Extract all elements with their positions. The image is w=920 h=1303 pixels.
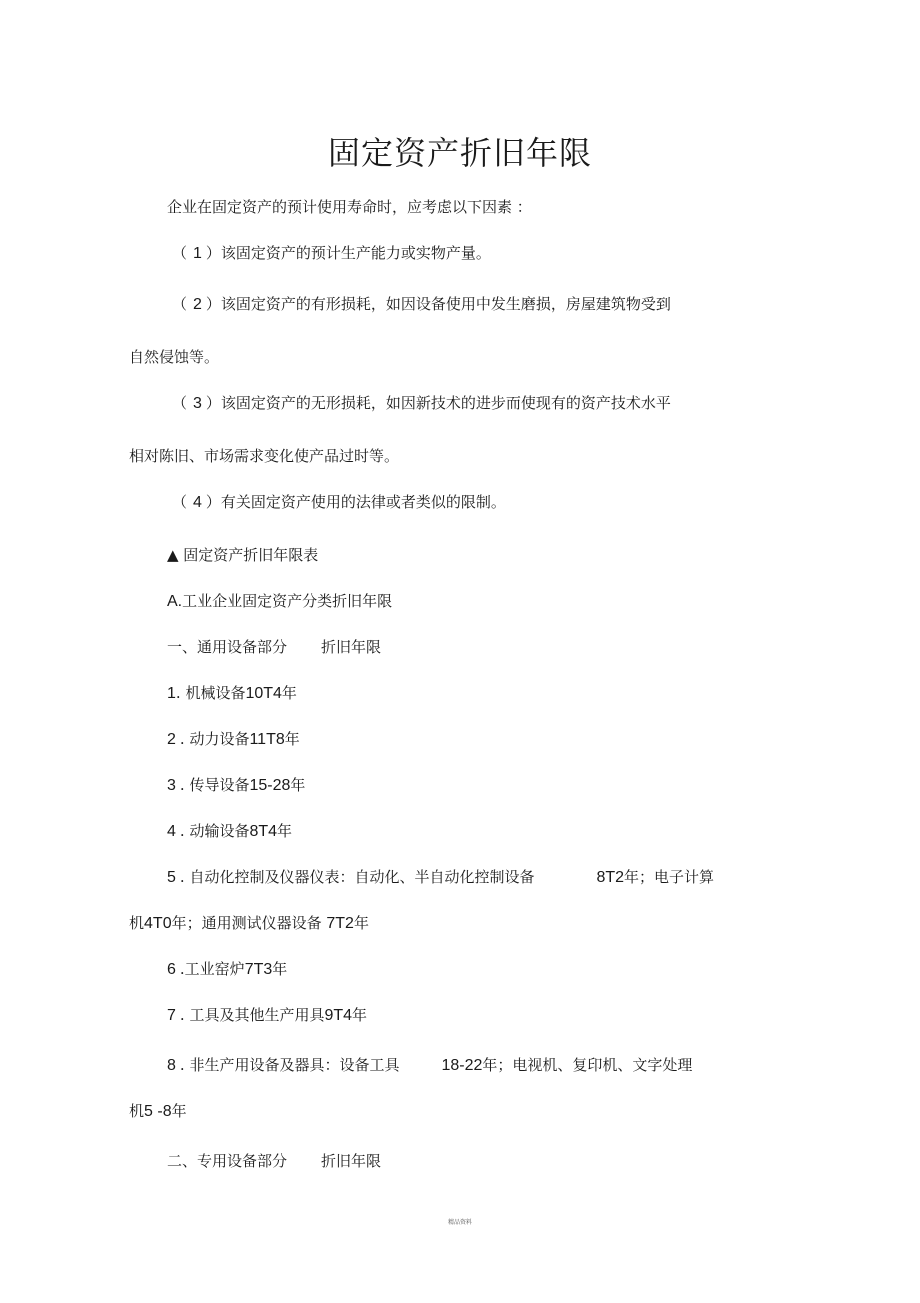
item-5-unit: 年；电子计算 — [624, 868, 715, 886]
item-5-label: . 自动化控制及仪器仪表：自动化、半自动化控制设备 — [179, 868, 535, 886]
part-1-label: 一、通用设备部分 — [167, 638, 288, 656]
item-3-value: 15-28 — [249, 777, 291, 794]
factor-1 — [172, 243, 491, 264]
item-5-cont-2: 年；通用测试仪器设备 — [171, 914, 327, 932]
part-2-label: 二、专用设备部分 — [167, 1152, 288, 1170]
factor-2-number: 2 — [193, 296, 202, 313]
part-2-column-label: 折旧年限 — [321, 1152, 382, 1170]
item-8-unit: 年；电视机、复印机、文字处理 — [482, 1056, 693, 1074]
item-6-number: 6 — [167, 961, 176, 978]
factor-3-number: 3 — [193, 395, 202, 412]
factor-4-text: ）有关固定资产使用的法律或者类似的限制。 — [205, 493, 506, 511]
factor-2-open: （ — [172, 295, 188, 313]
item-2-label: . 动力设备 — [179, 730, 250, 748]
page-footer: 精品资料 — [447, 1219, 472, 1226]
factor-3-open: （ — [172, 394, 188, 412]
item-1-label: . 机械设备 — [175, 684, 246, 702]
item-6-label: .工业窑炉 — [179, 960, 245, 978]
item-3-unit: 年 — [290, 776, 306, 794]
item-7-value: 9T4 — [324, 1007, 353, 1024]
item-8-value: 18-22 — [441, 1057, 483, 1074]
list-item — [167, 821, 292, 842]
item-8-number: 8 — [167, 1057, 176, 1074]
item-4-label: . 动输设备 — [179, 822, 250, 840]
factor-1-text: ）该固定资产的预计生产能力或实物产量。 — [205, 244, 491, 262]
list-item — [167, 1005, 367, 1026]
item-5-cont-1: 机 — [129, 914, 145, 932]
factor-4-number: 4 — [193, 494, 202, 511]
section-a-letter: A. — [167, 593, 183, 610]
item-5-cont-3: 年 — [353, 914, 369, 932]
item-1-value: 10T4 — [245, 685, 282, 702]
item-3-label: . 传导设备 — [179, 776, 250, 794]
item-8-cont-1: 机 — [129, 1102, 145, 1120]
list-item — [167, 867, 714, 888]
item-8-label: . 非生产用设备及器具：设备工具 — [179, 1056, 400, 1074]
item-5-cont-value-1: 4T0 — [144, 915, 172, 932]
factor-1-number: 1 — [193, 245, 202, 262]
factor-2 — [172, 294, 671, 315]
item-7-number: 7 — [167, 1007, 176, 1024]
factor-2-continuation: 自然侵蚀等。 — [129, 348, 220, 366]
factor-2-text: ）该固定资产的有形损耗，如因设备使用中发生磨损，房屋建筑物受到 — [205, 295, 671, 313]
part-1-heading — [167, 637, 381, 657]
factor-4 — [172, 492, 506, 513]
section-a-heading — [167, 591, 392, 612]
item-5-continuation — [129, 913, 369, 934]
item-7-label: . 工具及其他生产用具 — [179, 1006, 325, 1024]
part-2-heading — [167, 1151, 381, 1171]
item-2-number: 2 — [167, 731, 176, 748]
factor-3-text: ）该固定资产的无形损耗，如因新技术的进步而使现有的资产技术水平 — [205, 394, 671, 412]
factor-1-open: （ — [172, 244, 188, 262]
item-8-cont-2: 年 — [171, 1102, 187, 1120]
table-heading: ▲ 固定资产折旧年限表 — [167, 546, 319, 564]
list-item — [167, 775, 305, 796]
factor-4-open: （ — [172, 493, 188, 511]
item-5-cont-value-2: 7T2 — [326, 915, 354, 932]
list-item — [167, 683, 297, 704]
item-4-number: 4 — [167, 823, 176, 840]
list-item — [167, 1055, 692, 1076]
item-7-unit: 年 — [352, 1006, 368, 1024]
intro-paragraph: 企业在固定资产的预计使用寿命时，应考虑以下因素 ： — [167, 198, 532, 216]
item-4-value: 8T4 — [249, 823, 278, 840]
item-4-unit: 年 — [277, 822, 293, 840]
factor-3 — [172, 393, 671, 414]
list-item — [167, 959, 287, 980]
item-5-number: 5 — [167, 869, 176, 886]
item-1-number: 1 — [167, 685, 176, 702]
item-2-value: 11T8 — [249, 731, 285, 748]
item-1-unit: 年 — [281, 684, 297, 702]
list-item — [167, 729, 300, 750]
item-2-unit: 年 — [284, 730, 300, 748]
item-8-continuation — [129, 1101, 187, 1122]
document-title: 固定资产折旧年限 — [327, 134, 592, 172]
item-8-cont-value-1: 5 -8 — [144, 1103, 172, 1120]
item-6-unit: 年 — [272, 960, 288, 978]
section-a-text: 工业企业固定资产分类折旧年限 — [182, 592, 393, 610]
factor-3-continuation: 相对陈旧、市场需求变化使产品过时等。 — [129, 447, 400, 465]
item-6-value: 7T3 — [244, 961, 273, 978]
item-5-value: 8T2 — [596, 869, 625, 886]
item-3-number: 3 — [167, 777, 176, 794]
part-1-column-label: 折旧年限 — [321, 638, 382, 656]
